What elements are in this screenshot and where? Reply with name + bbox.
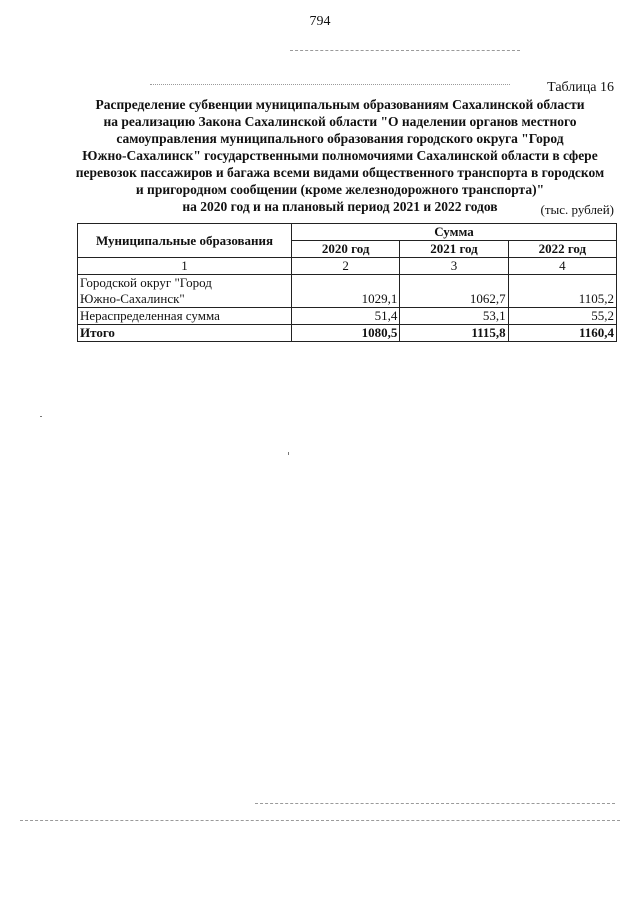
table-header-row [78, 224, 617, 241]
total-row [78, 325, 617, 342]
row-name-cell [78, 275, 292, 308]
value-cell: 51,4 [292, 308, 400, 325]
column-number: 4 [508, 258, 616, 275]
header-sum: Сумма [292, 224, 617, 241]
row-name-line: Городской округ "Город [80, 275, 212, 290]
column-number-row [78, 258, 617, 275]
header-year-2021: 2021 год [400, 241, 508, 258]
header-municipalities: Муниципальные образования [78, 224, 292, 258]
header-year-2020: 2020 год [292, 241, 400, 258]
scan-speck [288, 452, 289, 455]
table-heading [70, 96, 610, 215]
heading-line: на 2020 год и на плановый период 2021 и 2022 годов [182, 199, 498, 214]
subvention-table [77, 223, 617, 342]
value-cell: 55,2 [508, 308, 616, 325]
heading-line: и пригородном сообщении (кроме железнодорожного транспорта)" [135, 182, 545, 197]
table-label: Таблица 16 [547, 80, 614, 95]
heading-line: перевозок пассажиров и багажа всеми видами общественного транспорта в городском [75, 165, 605, 180]
value-cell: 1062,7 [400, 275, 508, 308]
total-label: Итого [78, 325, 292, 342]
table-row [78, 275, 617, 308]
total-value: 1080,5 [292, 325, 400, 342]
heading-line: на реализацию Закона Сахалинской области "О наделении органов местного [103, 114, 577, 129]
row-name-line: Южно-Сахалинск" [80, 291, 185, 306]
value-cell: 1029,1 [292, 275, 400, 308]
table-row [78, 308, 617, 325]
header-year-2022: 2022 год [508, 241, 616, 258]
value-cell: 1105,2 [508, 275, 616, 308]
row-name-cell: Нераспределенная сумма [78, 308, 292, 325]
total-value: 1160,4 [508, 325, 616, 342]
scan-speck [40, 416, 42, 417]
heading-line: Распределение субвенции муниципальным образованиям Сахалинской области [95, 97, 585, 112]
units-label: (тыс. рублей) [540, 202, 614, 217]
column-number: 3 [400, 258, 508, 275]
column-number: 2 [292, 258, 400, 275]
scan-artifact-line [20, 820, 620, 822]
scan-artifact-line [290, 50, 520, 52]
scan-artifact-line [150, 84, 510, 86]
heading-line: Южно-Сахалинск" государственными полномочиями Сахалинской области в сфере [82, 148, 598, 163]
value-cell: 53,1 [400, 308, 508, 325]
heading-line: самоуправления муниципального образования городского округа "Город [116, 131, 564, 146]
page-number: 794 [309, 14, 331, 29]
total-value: 1115,8 [400, 325, 508, 342]
column-number: 1 [78, 258, 292, 275]
scan-artifact-line [255, 803, 615, 805]
